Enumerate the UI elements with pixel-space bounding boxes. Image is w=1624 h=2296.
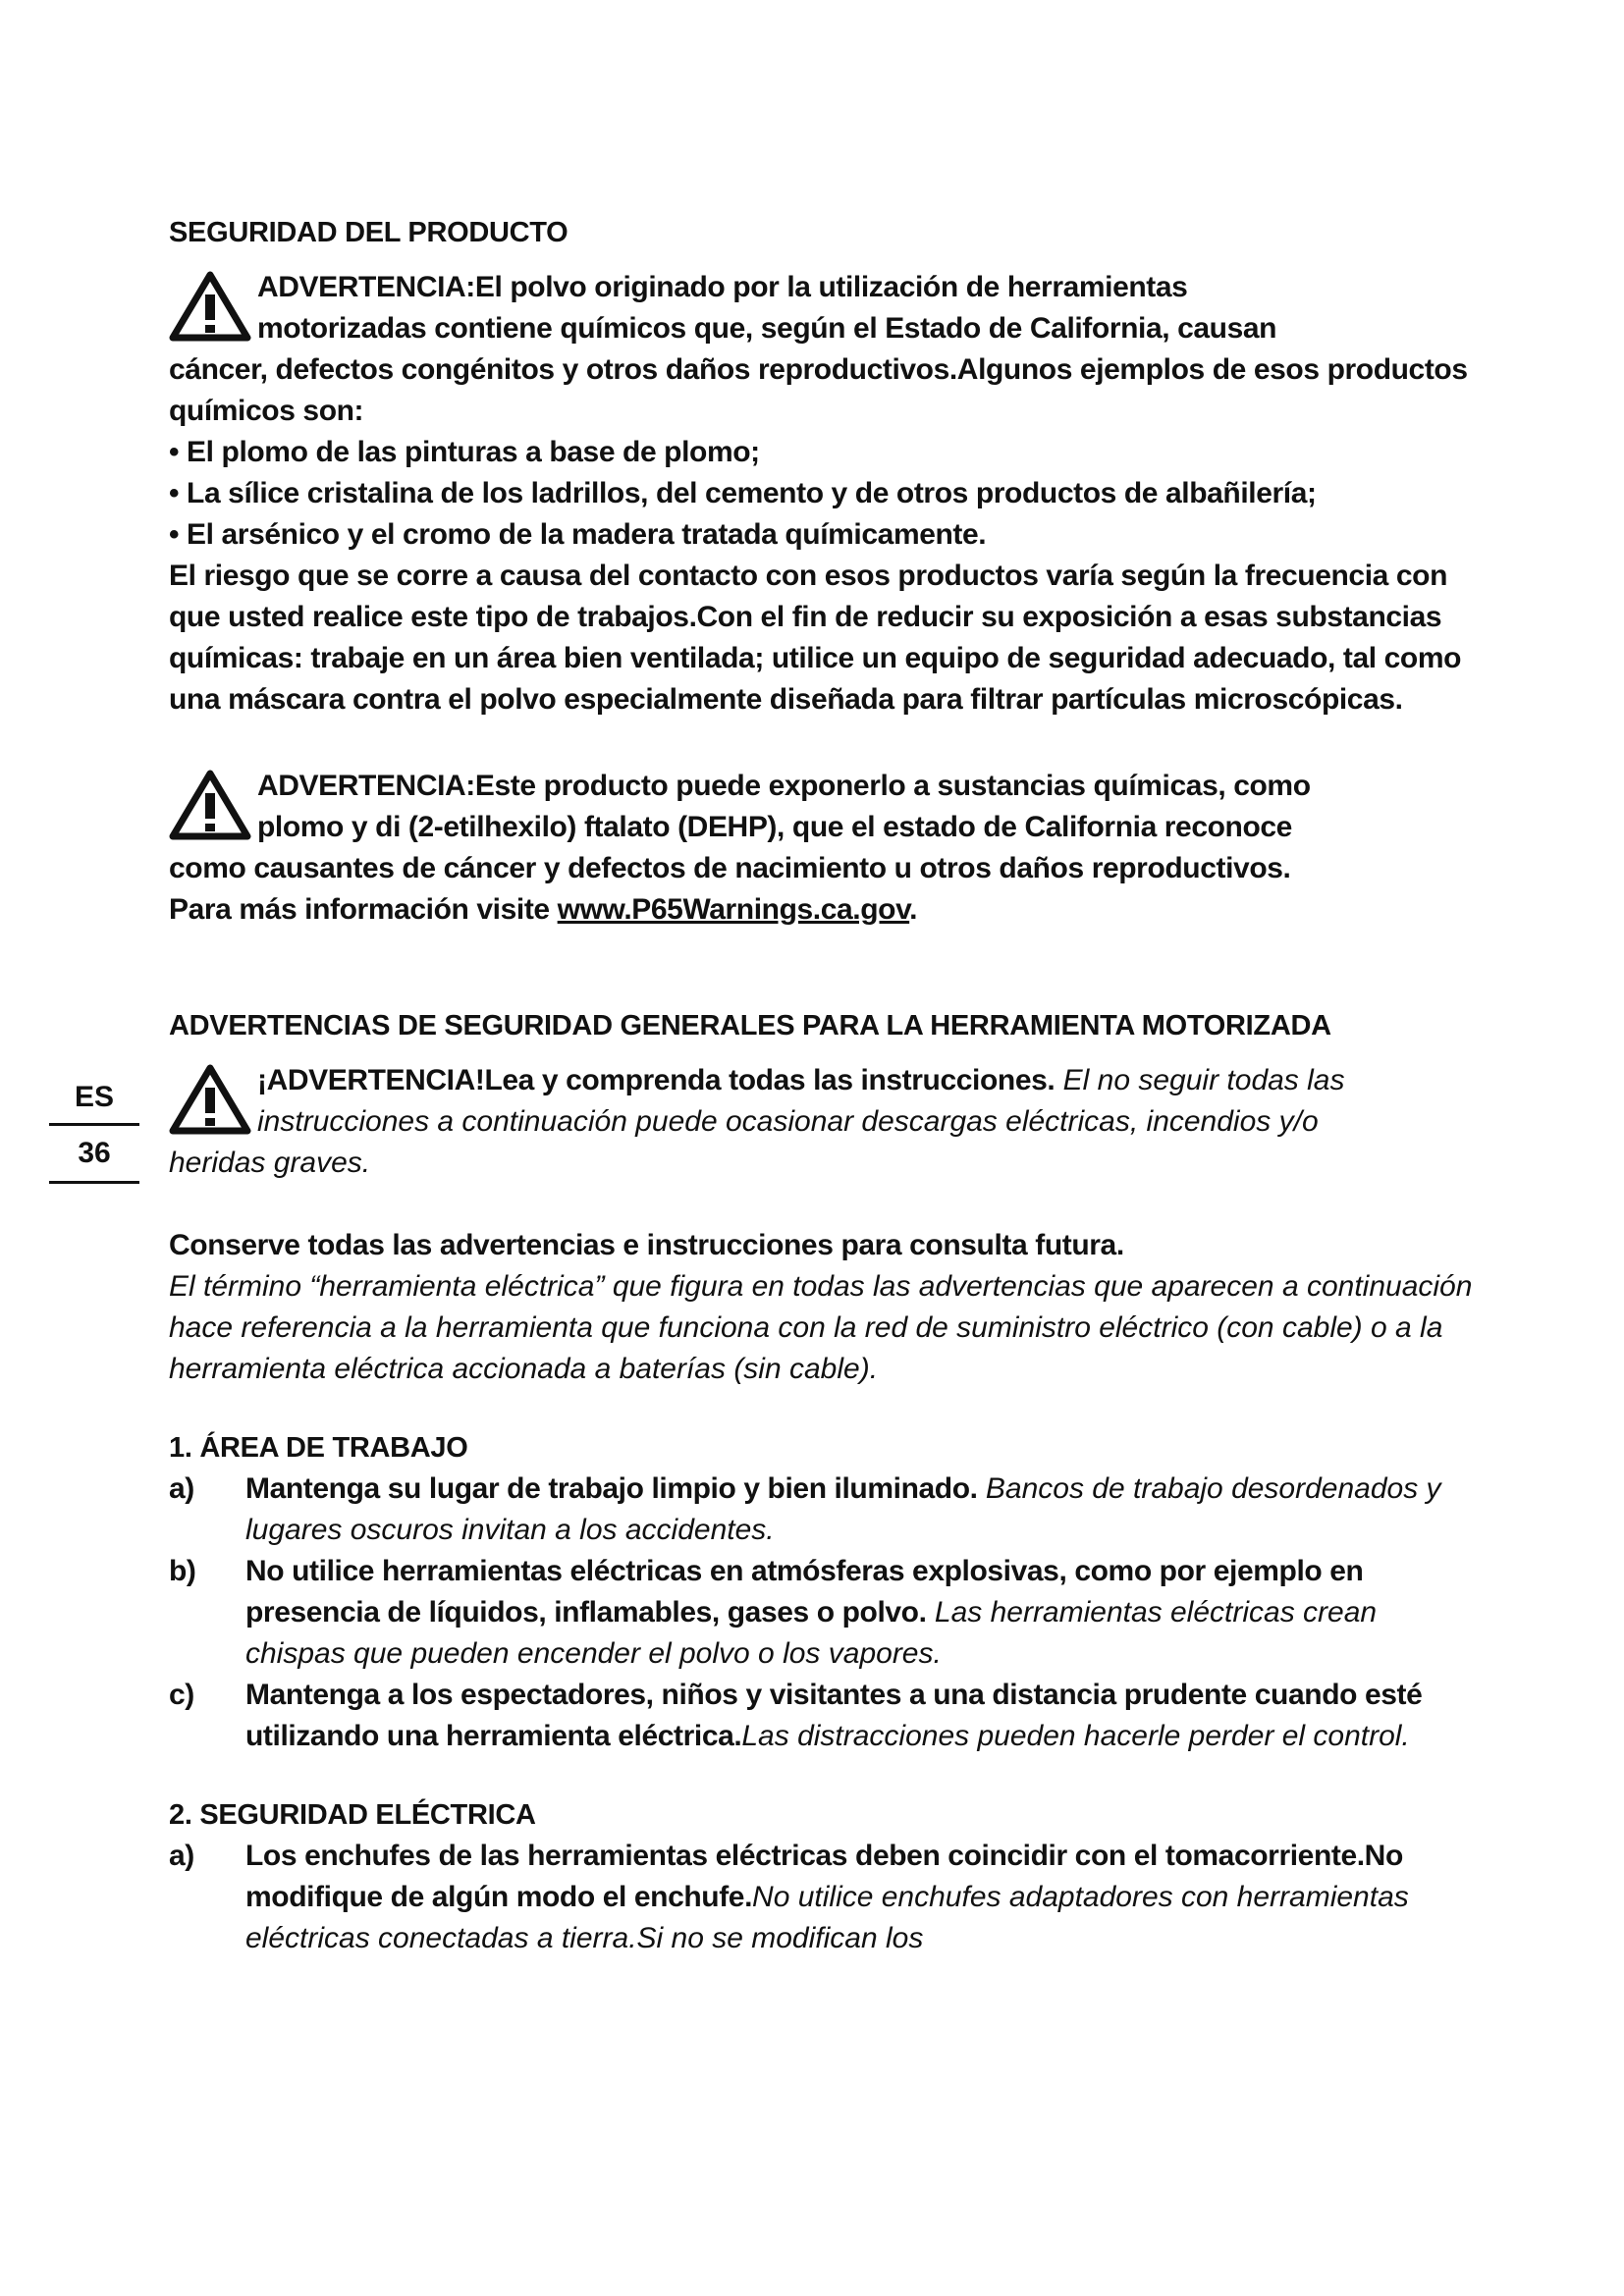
warning2-line1: ADVERTENCIA:Este producto puede exponerlo a sustancias químicas, como — [257, 770, 1311, 802]
section1-heading: 1. ÁREA DE TRABAJO — [169, 1432, 468, 1464]
section-work-area — [169, 1427, 1475, 1757]
item-italic: Las herramientas eléctricas crean chispas que pueden encender el polvo o los vapores. — [245, 1596, 1378, 1670]
page-side-tab — [49, 1078, 139, 1190]
warning-block-instructions — [169, 1060, 1475, 1184]
item-bold: No utilice herramientas eléctricas en atmósferas explosivas, como por ejemplo en presencia de líquidos, inflamables, gases o polvo. — [245, 1555, 1364, 1629]
more-info-suffix: . — [909, 893, 918, 926]
product-safety-heading: SEGURIDAD DEL PRODUCTO — [169, 217, 568, 248]
item-italic: No utilice enchufes adaptadores con herramientas eléctricas conectadas a tierra.Si no se modifican los — [245, 1881, 1409, 1954]
warning-triangle-icon — [169, 1064, 251, 1135]
item-bold: Mantenga a los espectadores, niños y visitantes a una distancia prudente cuando esté utilizando una herramienta eléctrica. — [245, 1679, 1423, 1752]
item-label: a) — [169, 1840, 194, 1872]
item-bold: Los enchufes de las herramientas eléctricas deben coincidir con el tomacorriente.No modifique de algún modo el enchufe. — [245, 1840, 1403, 1913]
item-italic: Las distracciones pueden hacerle perder el control. — [741, 1720, 1410, 1752]
item-bold: Mantenga su lugar de trabajo limpio y bien iluminado. — [245, 1472, 978, 1505]
risk-paragraph: El riesgo que se corre a causa del contacto con esos productos varía según la frecuencia con que usted realice este tipo de trabajos.Con el fin de reducir su exposición a esas substancias químicas: trabaje en un área bien ventilada; utilice un equipo de seguridad adecuado, tal como una máscara contra el polvo especialmente diseñada para filtrar partículas microscópicas. — [169, 560, 1462, 716]
list-item — [169, 1836, 1475, 1959]
page-number: 36 — [78, 1137, 111, 1169]
warning2-text: como causantes de cáncer y defectos de nacimiento u otros daños reproductivos. — [169, 852, 1291, 884]
list-item — [169, 1675, 1475, 1757]
section2-heading: 2. SEGURIDAD ELÉCTRICA — [169, 1799, 536, 1831]
bullet-item: • El plomo de las pinturas a base de plomo; — [169, 436, 760, 468]
keep-instructions-title: Conserve todas las advertencias e instrucciones para consulta futura. — [169, 1229, 1124, 1261]
warning1-line1: ADVERTENCIA:El polvo originado por la utilización de herramientas — [257, 271, 1188, 303]
language-code: ES — [74, 1081, 115, 1113]
list-item — [169, 1468, 1475, 1551]
warning-block-dust — [169, 267, 1475, 721]
warning-triangle-icon — [169, 770, 251, 840]
warning3-italic: El no seguir todas las — [1055, 1064, 1345, 1096]
page-content — [169, 212, 1475, 1959]
item-label: b) — [169, 1555, 196, 1587]
item-label: a) — [169, 1472, 194, 1505]
p65-link[interactable]: www.P65Warnings.ca.gov — [557, 893, 910, 926]
list-item — [169, 1551, 1475, 1675]
bullet-item: • El arsénico y el cromo de la madera tratada químicamente. — [169, 518, 987, 551]
more-info-prefix: Para más información visite — [169, 893, 558, 926]
warning1-line2: motorizadas contiene químicos que, según el Estado de California, causan — [257, 312, 1277, 345]
warning-triangle-icon — [169, 271, 251, 342]
warning3-rest: heridas graves. — [169, 1147, 371, 1179]
section-electrical-safety — [169, 1794, 1475, 1959]
general-warnings-heading: ADVERTENCIAS DE SEGURIDAD GENERALES PARA LA HERRAMIENTA MOTORIZADA — [169, 1010, 1331, 1041]
tab-divider-bottom — [49, 1181, 139, 1184]
item-label: c) — [169, 1679, 194, 1711]
warning-block-p65 — [169, 766, 1475, 931]
item-italic: Bancos de trabajo desordenados y lugares oscuros invitan a los accidentes. — [245, 1472, 1441, 1546]
warning2-line2: plomo y di (2-etilhexilo) ftalato (DEHP), que el estado de California reconoce — [257, 811, 1292, 843]
warning3-line2: instrucciones a continuación puede ocasionar descargas eléctricas, incendios y/o — [257, 1105, 1319, 1138]
warning1-text: cáncer, defectos congénitos y otros daños reproductivos.Algunos ejemplos de esos productos químicos son: — [169, 353, 1468, 427]
warning3-line1 — [169, 1060, 1475, 1101]
keep-instructions-text: El término “herramienta eléctrica” que figura en todas las advertencias que aparecen a continuación hace referencia a la herramienta que funciona con la red de suministro eléctrico (con cable) o a la herramienta eléctrica accionada a baterías (sin cable). — [169, 1270, 1473, 1385]
more-info-line — [169, 889, 1475, 931]
tab-divider — [49, 1123, 139, 1126]
warning3-bold: ¡ADVERTENCIA!Lea y comprenda todas las instrucciones. — [257, 1064, 1056, 1096]
bullet-item: • La sílice cristalina de los ladrillos, del cemento y de otros productos de albañilería; — [169, 477, 1317, 509]
